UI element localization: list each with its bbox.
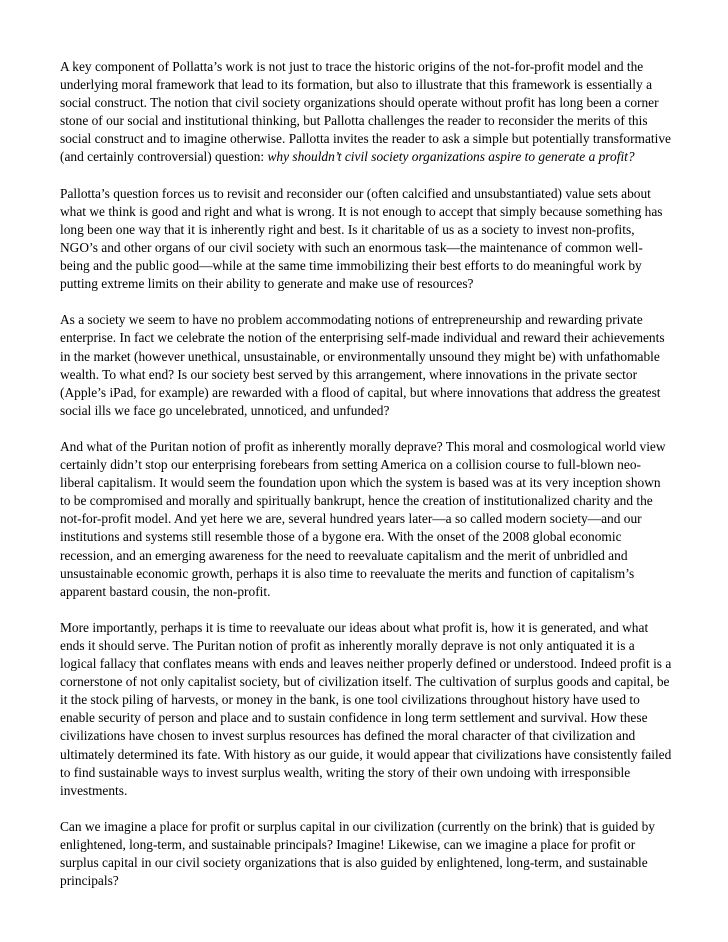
paragraph-6: Can we imagine a place for profit or surplus capital in our civilization (currently on the brink) that is guided by enlightened, long-term, and sustainable principals? Imagine! Likewise, can we imagine a place for profit or surplus capital in our civil society organizations that is also guided by enlightened, long-term, and sustainable principals? [60,818,655,889]
paragraph-5: More importantly, perhaps it is time to reevaluate our ideas about what profit is, how it is generated, and what ends it should serve. The Puritan notion of profit as inherently morally deprave is not only antiquated it is a logical fallacy that conflates means with ends and leaves neither properly defined or understood. Indeed profit is a cornerstone of not only capitalist society, but of civilization itself. The cultivation of surplus goods and capital, be it the stock piling of harvests, or money in the bank, is one tool civilizations throughout history have used to enable security of person and place and to sustain confidence in long term settlement and survival. How these civilizations have chosen to invest surplus resources has defined the moral character of that civilization and ultimately determined its fate. With history as our guide, it would appear that civilizations have consistently failed to find sustainable ways to invest surplus wealth, writing the story of their own undoing with irresponsible investments. [60,619,672,798]
paragraph-1-text: A key component of Pollatta’s work is not just to trace the historic origins of the not-for-profit model and the underlying moral framework that lead to its formation, but also to illustrate that this framework is essentially a social construct. The notion that civil society organizations should operate without profit has long been a corner stone of our social and institutional thinking, but Pallotta challenges the reader to reconsider the merits of this social construct and to imagine otherwise. Pallotta invites the reader to ask a simple but potentially transformative (and certainly controversial) question: [60,59,671,165]
paragraph-1-italic-question: why shouldn’t civil society organizations aspire to generate a profit? [267,149,635,165]
paragraph-4: And what of the Puritan notion of profit as inherently morally deprave? This moral and cosmological world view certainly didn’t stop our enterprising forebears from setting America on a collision course to full-blown neo-liberal capitalism. It would seem the foundation upon which the system is based was at its very inception shown to be compromised and morally and spiritually bankrupt, hence the creation of institutionalized charity and the not-for-profit model. And yet here we are, several hundred years later—a so called modern society—and our institutions and systems still resemble those of a bygone era. With the onset of the 2008 global economic recession, and an emerging awareness for the need to reevaluate capitalism and the merit of unbridled and unsustainable economic growth, perhaps it is also time to reevaluate the merits and function of capitalism’s apparent bastard cousin, the non-profit. [60,438,666,599]
paragraph-3: As a society we seem to have no problem accommodating notions of entrepreneurship and rewarding private enterprise. In fact we celebrate the notion of the enterprising self-made individual and reward their achievements in the market (however unethical, unsustainable, or environmentally unsound they might be) with unfathomable wealth. To what end? Is our society best served by this arrangement, where innovations in the private sector (Apple’s iPad, for example) are rewarded with a flood of capital, but where innovations that address the greatest social ills we face go uncelebrated, unnoticed, and unfunded? [60,312,665,418]
paragraph-2: Pallotta’s question forces us to revisit and reconsider our (often calcified and unsubstantiated) value sets about what we think is good and right and what is wrong. It is not enough to accept that simply because something has long been one way that it is inherently right and best. Is it charitable of us as a society to invest non-profits, NGO’s and other organs of our civil society with such an enormous task—the maintenance of common well-being and the public good—while at the same time immobilizing their best efforts to do meaningful work by putting extreme limits on their ability to generate and make use of resources? [60,185,663,292]
paragraph-1 [60,58,672,167]
document-body [60,58,672,890]
